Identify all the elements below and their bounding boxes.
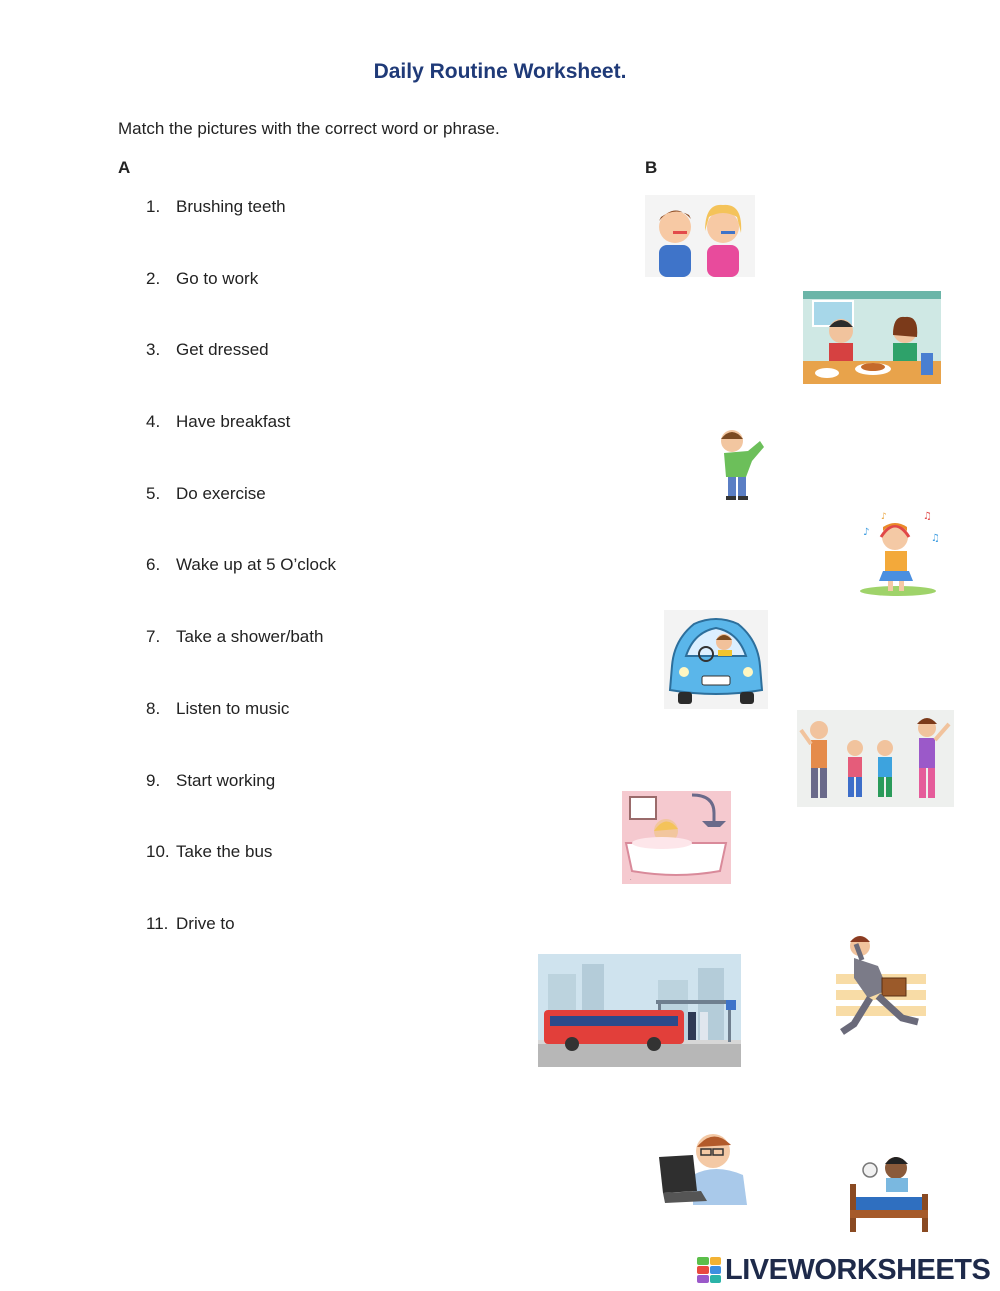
item-number: 5. bbox=[146, 483, 161, 503]
item-number: 6. bbox=[146, 555, 161, 575]
item-number: 2. bbox=[146, 268, 161, 288]
item-number: 4. bbox=[146, 412, 161, 432]
liveworksheets-logo bbox=[697, 1253, 990, 1287]
item-text: Drive to bbox=[176, 913, 235, 933]
svg-text:♪: ♪ bbox=[881, 512, 887, 522]
item-text: Have breakfast bbox=[176, 412, 291, 432]
list-item bbox=[146, 197, 336, 269]
list-item bbox=[146, 914, 336, 986]
bus-picture[interactable] bbox=[538, 954, 741, 1067]
item-text: Take a shower/bath bbox=[176, 627, 324, 647]
item-number: 9. bbox=[146, 770, 161, 790]
phrase-list bbox=[146, 197, 336, 986]
exercise-picture[interactable] bbox=[797, 710, 954, 807]
item-number: 7. bbox=[146, 627, 161, 647]
item-text: Brushing teeth bbox=[176, 197, 286, 216]
brushing-teeth-picture[interactable] bbox=[645, 195, 755, 277]
svg-text:♪: ♪ bbox=[863, 527, 870, 538]
list-item bbox=[146, 340, 336, 412]
item-text: Do exercise bbox=[176, 483, 266, 503]
item-text: Wake up at 5 O’clock bbox=[176, 555, 336, 575]
breakfast-picture[interactable] bbox=[803, 291, 941, 384]
item-number: 10. bbox=[146, 842, 170, 862]
waking-up-picture[interactable] bbox=[840, 1148, 936, 1236]
item-number: 8. bbox=[146, 698, 161, 718]
item-text: Go to work bbox=[176, 268, 259, 288]
list-item bbox=[146, 771, 336, 843]
list-item bbox=[146, 699, 336, 771]
logo-mark-icon bbox=[697, 1257, 721, 1283]
driving-car-picture[interactable] bbox=[664, 610, 768, 709]
list-item bbox=[146, 484, 336, 556]
column-b-heading: B bbox=[645, 158, 658, 177]
instructions-text: Match the pictures with the correct word or phrase. bbox=[118, 119, 500, 138]
list-item bbox=[146, 269, 336, 341]
list-item bbox=[146, 555, 336, 627]
going-to-work-picture[interactable] bbox=[832, 928, 930, 1046]
getting-dressed-picture[interactable] bbox=[714, 427, 766, 501]
list-item bbox=[146, 842, 336, 914]
item-text: Take the bus bbox=[176, 842, 273, 862]
list-item bbox=[146, 412, 336, 484]
item-text: Get dressed bbox=[176, 340, 269, 360]
listening-music-picture[interactable] bbox=[853, 505, 943, 598]
item-number: 1. bbox=[146, 197, 161, 216]
logo-text: LIVEWORKSHEETS bbox=[725, 1253, 991, 1286]
working-laptop-picture[interactable] bbox=[653, 1125, 751, 1206]
item-number: 3. bbox=[146, 340, 161, 360]
svg-text:♫: ♫ bbox=[931, 533, 940, 544]
item-text: Listen to music bbox=[176, 698, 290, 718]
worksheet-title: Daily Routine Worksheet. bbox=[373, 60, 627, 83]
list-item bbox=[146, 627, 336, 699]
item-number: 11. bbox=[146, 913, 169, 933]
bath-picture[interactable] bbox=[622, 791, 731, 884]
column-a-heading: A bbox=[118, 158, 131, 177]
item-text: Start working bbox=[176, 770, 276, 790]
svg-text:♫: ♫ bbox=[923, 511, 932, 522]
svg-text:·: · bbox=[630, 877, 632, 883]
